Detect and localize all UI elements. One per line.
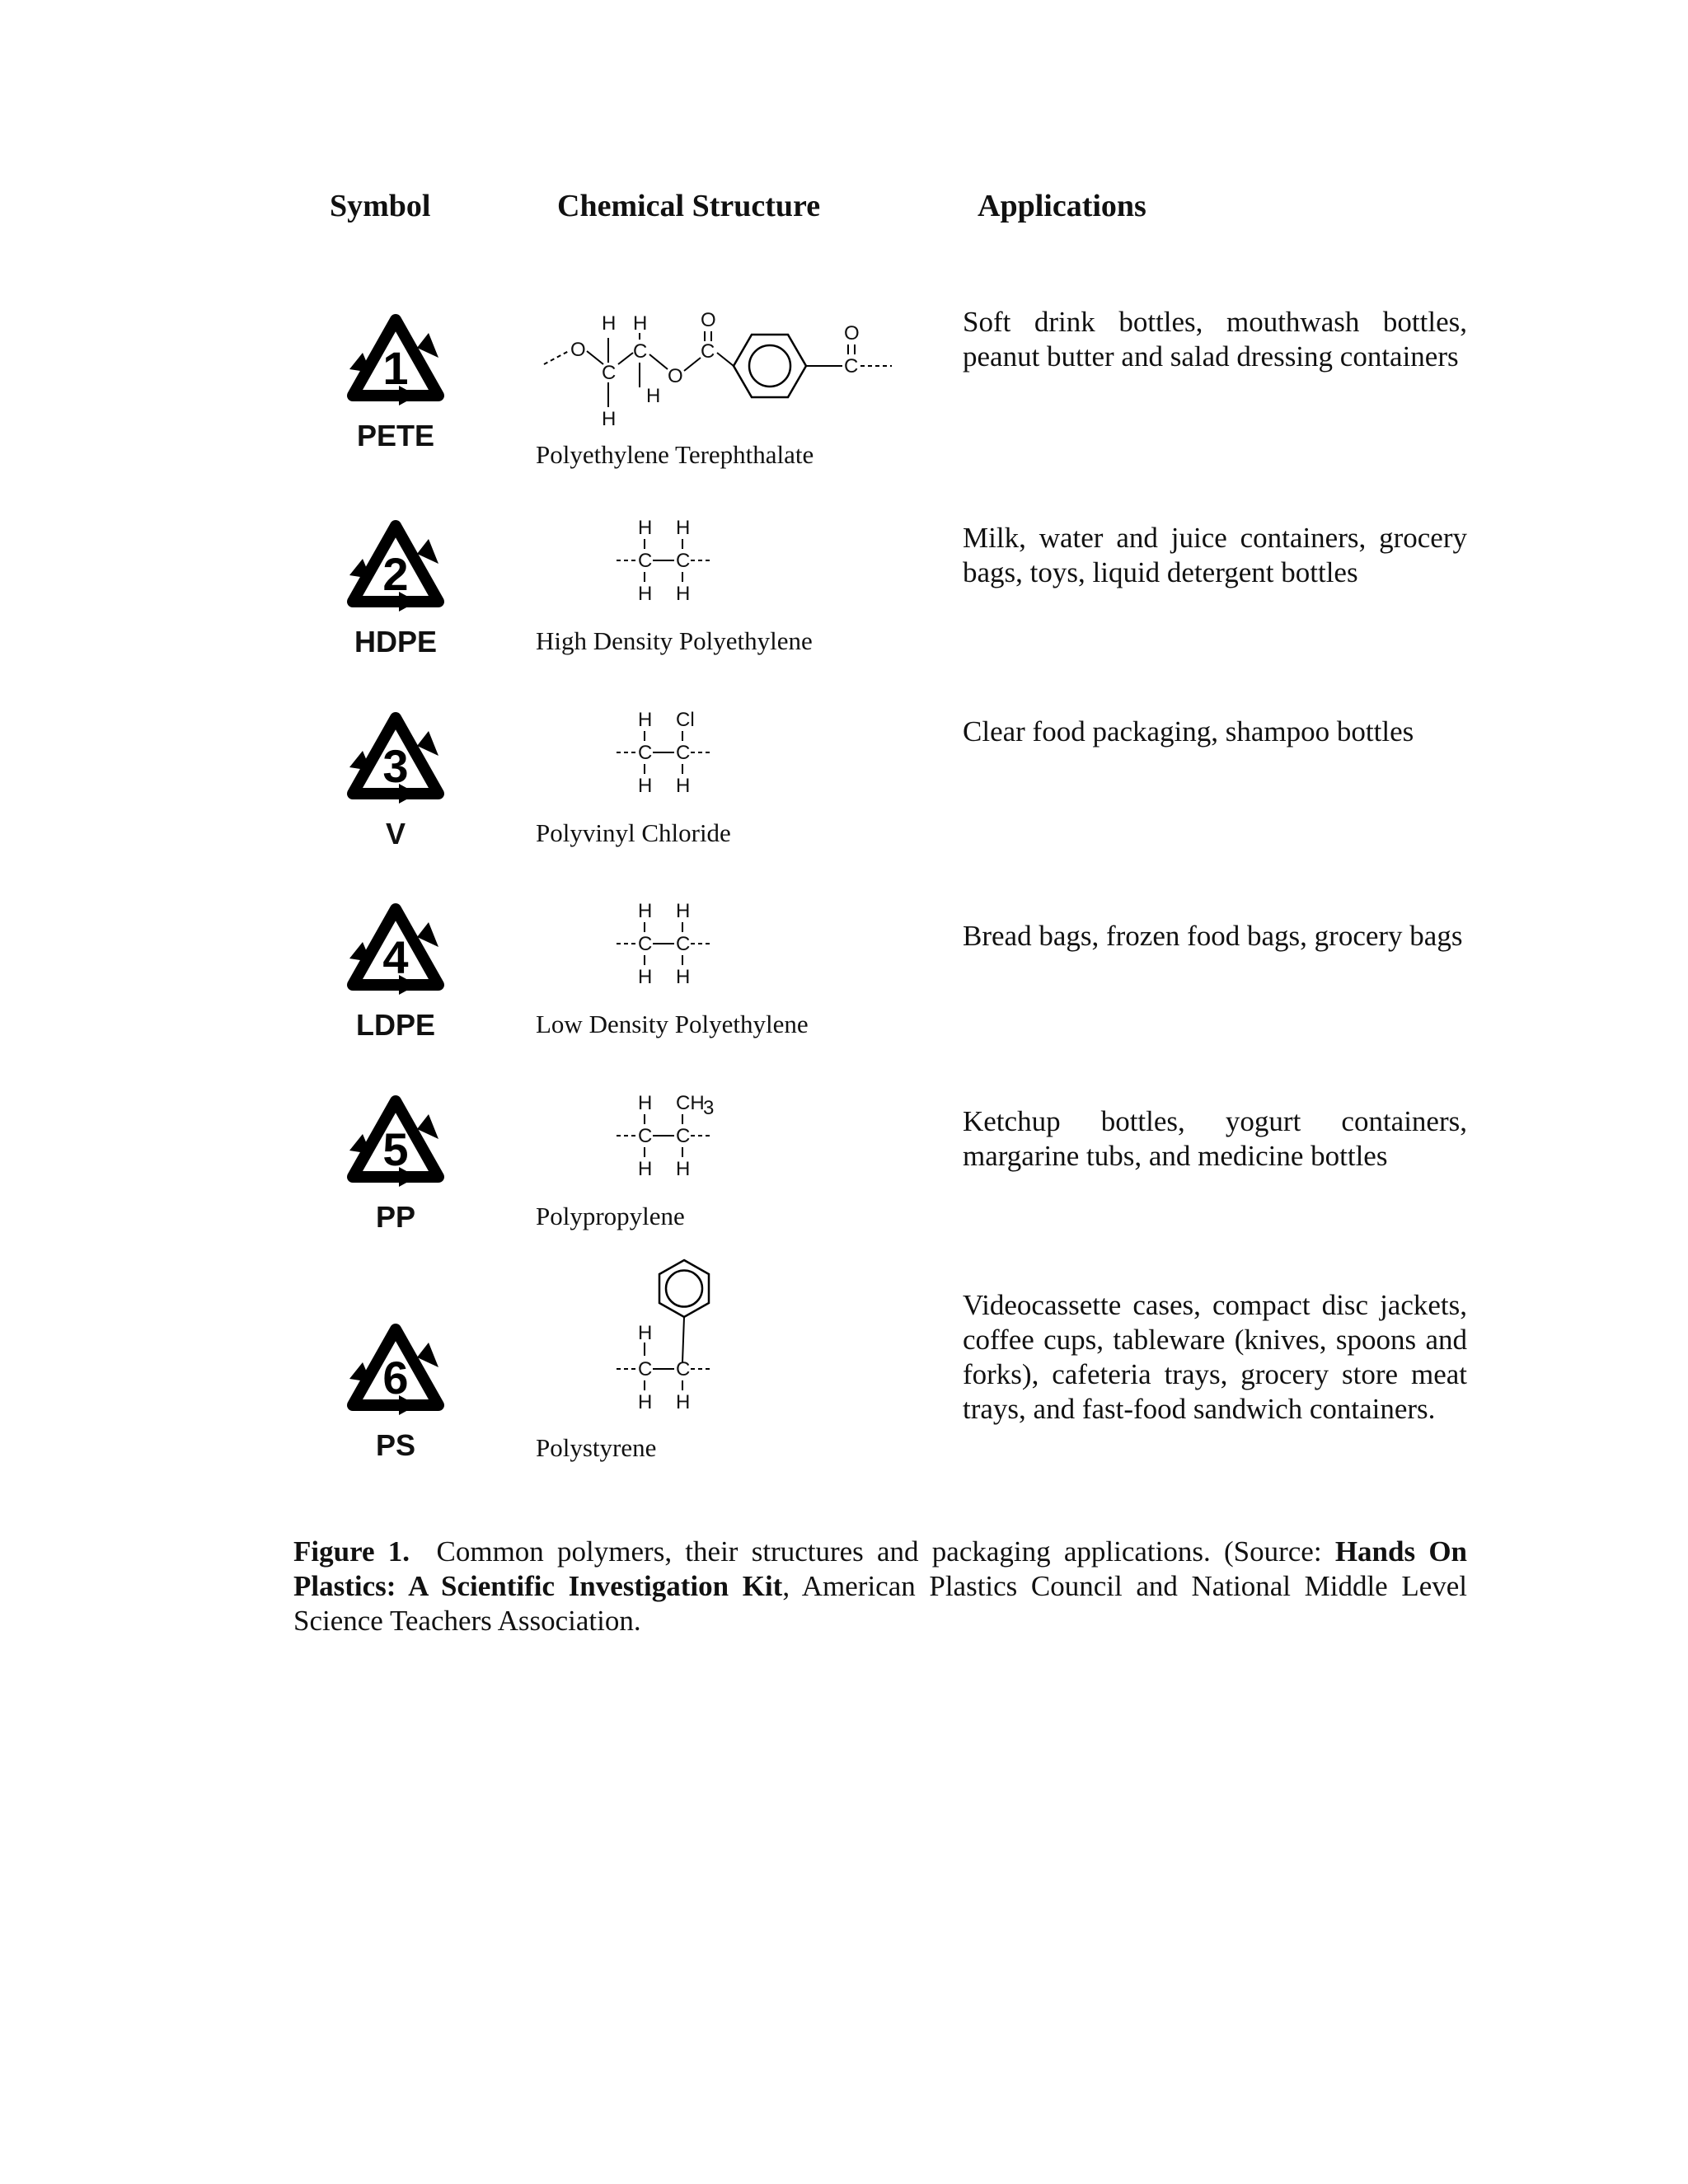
- svg-text:C: C: [701, 340, 715, 363]
- pvc-structure-diagram: [536, 703, 750, 815]
- svg-text:H: H: [638, 1158, 653, 1180]
- resin-code-number: 1: [382, 342, 409, 394]
- polymer-name: Polystyrene: [536, 1433, 657, 1462]
- svg-text:H: H: [676, 583, 691, 605]
- resin-code-number: 5: [382, 1123, 409, 1175]
- svg-text:O: O: [668, 365, 683, 387]
- applications-text: Milk, water and juice containers, grocery bags, toys, liquid detergent bottles: [963, 522, 1467, 588]
- svg-text:H: H: [676, 1158, 691, 1180]
- svg-text:C: C: [638, 742, 653, 764]
- svg-text:C: C: [676, 1358, 691, 1380]
- applications-text: Ketchup bottles, yogurt containers, margarine tubs, and medicine bottles: [963, 1105, 1467, 1172]
- resin-code-number: 2: [382, 548, 409, 600]
- svg-text:H: H: [638, 583, 653, 605]
- recycling-symbol: [330, 305, 462, 453]
- svg-text:H: H: [638, 900, 653, 922]
- chemical-structure: [536, 1257, 750, 1463]
- resin-code: PS: [375, 1428, 416, 1462]
- applications-text: Clear food packaging, shampoo bottles: [963, 715, 1414, 748]
- svg-text:O: O: [570, 339, 586, 361]
- header-applications: Applications: [978, 189, 1146, 223]
- recycle-triangle-icon: [338, 1315, 453, 1427]
- svg-text:H: H: [638, 1092, 653, 1114]
- figure-label: Figure 1.: [293, 1535, 410, 1568]
- svg-text:C: C: [676, 550, 691, 572]
- svg-text:CH: CH: [676, 1092, 705, 1114]
- resin-code: PP: [375, 1200, 416, 1234]
- svg-text:H: H: [638, 1391, 653, 1413]
- svg-text:H: H: [646, 385, 661, 407]
- svg-text:H: H: [676, 517, 691, 539]
- svg-text:H: H: [638, 966, 653, 988]
- header-chemical-structure: Chemical Structure: [557, 189, 821, 223]
- svg-text:C: C: [633, 340, 648, 363]
- recycle-triangle-icon: [338, 894, 453, 1006]
- figure-caption: [293, 1535, 1467, 1638]
- svg-text:H: H: [638, 517, 653, 539]
- applications-text: Bread bags, frozen food bags, grocery bags: [963, 920, 1463, 952]
- svg-text:H: H: [676, 900, 691, 922]
- pp-structure-diagram: [536, 1086, 750, 1198]
- svg-text:C: C: [638, 1125, 653, 1147]
- resin-code-number: 4: [382, 931, 409, 983]
- ps-structure-diagram: [536, 1257, 750, 1430]
- recycle-triangle-icon: [338, 305, 453, 417]
- applications-text: Soft drink bottles, mouthwash bottles, peanut butter and salad dressing containers: [963, 306, 1467, 373]
- chemical-structure: [536, 894, 809, 1039]
- svg-text:H: H: [638, 775, 653, 797]
- polymer-name: Polypropylene: [536, 1202, 685, 1230]
- chemical-structure: [536, 511, 813, 656]
- recycling-symbol: [330, 1086, 462, 1235]
- svg-text:C: C: [676, 933, 691, 955]
- polymer-name: Polyethylene Terephthalate: [536, 440, 814, 469]
- svg-text:H: H: [676, 775, 691, 797]
- caption-text: Common polymers, their structures and packaging applications. (Source:: [436, 1535, 1322, 1568]
- svg-text:H: H: [638, 1322, 653, 1344]
- svg-text:C: C: [638, 550, 653, 572]
- svg-text:H: H: [638, 709, 653, 731]
- svg-text:O: O: [701, 309, 716, 331]
- chemical-structure: [536, 1086, 750, 1231]
- polymer-name: Low Density Polyethylene: [536, 1010, 809, 1038]
- svg-text:C: C: [844, 355, 859, 377]
- resin-code: LDPE: [355, 1008, 435, 1042]
- svg-text:C: C: [638, 933, 653, 955]
- chemical-structure: [536, 703, 750, 848]
- svg-text:O: O: [844, 322, 860, 344]
- svg-text:C: C: [638, 1358, 653, 1380]
- polymer-name: High Density Polyethylene: [536, 626, 813, 655]
- svg-text:Cl: Cl: [676, 709, 695, 731]
- svg-text:H: H: [602, 408, 617, 430]
- ldpe-structure-diagram: [536, 894, 750, 1006]
- svg-text:C: C: [676, 1125, 691, 1147]
- recycling-symbol: [330, 703, 462, 851]
- resin-code-number: 6: [382, 1352, 409, 1404]
- resin-code: HDPE: [354, 625, 438, 658]
- caption-source-title: Hands On Plastics: A Scientific Investigation Kit: [293, 1535, 1468, 1602]
- recycle-triangle-icon: [338, 511, 453, 623]
- pet-structure-diagram: [536, 305, 898, 437]
- svg-text:H: H: [602, 312, 617, 335]
- resin-code: PETE: [356, 419, 435, 452]
- svg-text:H: H: [676, 1391, 691, 1413]
- recycle-triangle-icon: [338, 703, 453, 815]
- header-symbol: Symbol: [330, 189, 431, 223]
- recycling-symbol: [330, 894, 462, 1043]
- polymer-name: Polyvinyl Chloride: [536, 818, 731, 847]
- svg-text:H: H: [633, 312, 648, 335]
- svg-text:C: C: [602, 362, 617, 384]
- svg-text:C: C: [676, 742, 691, 764]
- caption-source-text: , American Plastics Council and National Middle Level Science Teachers Association.: [293, 1570, 1467, 1637]
- applications-text: Videocassette cases, compact disc jackets, coffee cups, tableware (knives, spoons and forks), cafeteria trays, grocery store meat trays, and fast-food sandwich containers.: [963, 1289, 1467, 1425]
- svg-text:H: H: [676, 966, 691, 988]
- svg-text:3: 3: [703, 1097, 715, 1119]
- recycling-symbol: [330, 511, 462, 659]
- recycle-triangle-icon: [338, 1086, 453, 1198]
- resin-code: V: [385, 817, 406, 851]
- hdpe-structure-diagram: [536, 511, 750, 623]
- chemical-structure: [536, 305, 898, 470]
- recycling-symbol: [330, 1315, 462, 1463]
- resin-code-number: 3: [382, 740, 409, 792]
